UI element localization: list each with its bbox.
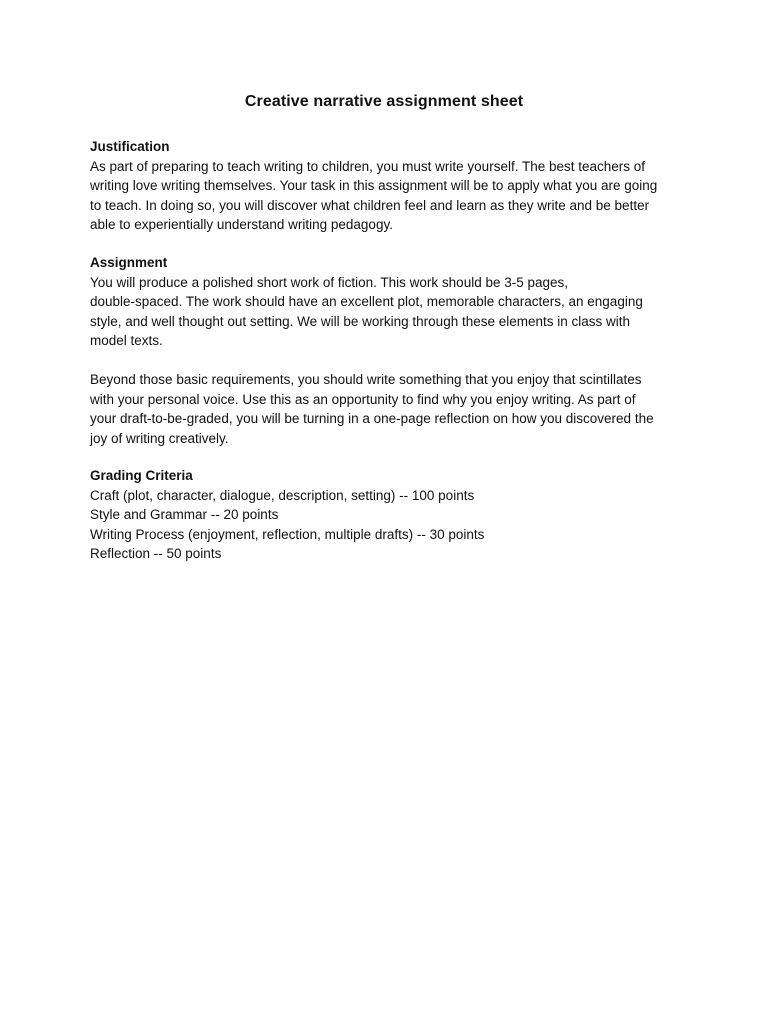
document-title: Creative narrative assignment sheet xyxy=(244,93,524,110)
paragraph-line: double-spaced. The work should have an excellent plot, memorable characters, an engaging xyxy=(90,294,643,309)
grading-criterion: Style and Grammar -- 20 points xyxy=(90,507,279,522)
justification-heading: Justification xyxy=(90,139,170,154)
paragraph-line: model texts. xyxy=(90,333,163,348)
paragraph-line: style, and well thought out setting. We will be working through these elements in class with xyxy=(90,313,631,329)
grading-criterion: Writing Process (enjoyment, reflection, multiple drafts) -- 30 points xyxy=(90,526,485,542)
paragraph-line: You will produce a polished short work of fiction. This work should be 3-5 pages, xyxy=(90,274,569,290)
grading-heading: Grading Criteria xyxy=(90,468,193,483)
grading-criteria-list xyxy=(90,486,690,564)
grading-section xyxy=(90,466,690,564)
paragraph-line: joy of writing creatively. xyxy=(90,430,229,446)
grading-criterion: Craft (plot, character, dialogue, description, setting) -- 100 points xyxy=(90,487,475,503)
paragraph-line: Beyond those basic requirements, you should write something that you enjoy that scintillates xyxy=(90,372,642,387)
paragraph-line: able to experientially understand writing pedagogy. xyxy=(90,217,393,232)
assignment-section xyxy=(90,253,690,448)
assignment-paragraph-2 xyxy=(90,370,690,448)
paragraph-line: with your personal voice. Use this as an opportunity to find why you enjoy writing. As part of xyxy=(90,391,636,407)
paragraph-line: your draft-to-be-graded, you will be turning in a one-page reflection on how you discovered the xyxy=(90,411,654,426)
assignment-heading: Assignment xyxy=(90,255,168,270)
paragraph-line: to teach. In doing so, you will discover what children feel and learn as they write and be better xyxy=(90,197,650,213)
paragraph-line: As part of preparing to teach writing to children, you must write yourself. The best teachers of xyxy=(90,158,646,174)
justification-paragraph xyxy=(90,157,690,235)
grading-criterion: Reflection -- 50 points xyxy=(90,546,222,561)
assignment-paragraph-1 xyxy=(90,273,690,351)
paragraph-line: writing love writing themselves. Your task in this assignment will be to apply what you are going xyxy=(90,178,658,193)
justification-section xyxy=(90,137,690,235)
